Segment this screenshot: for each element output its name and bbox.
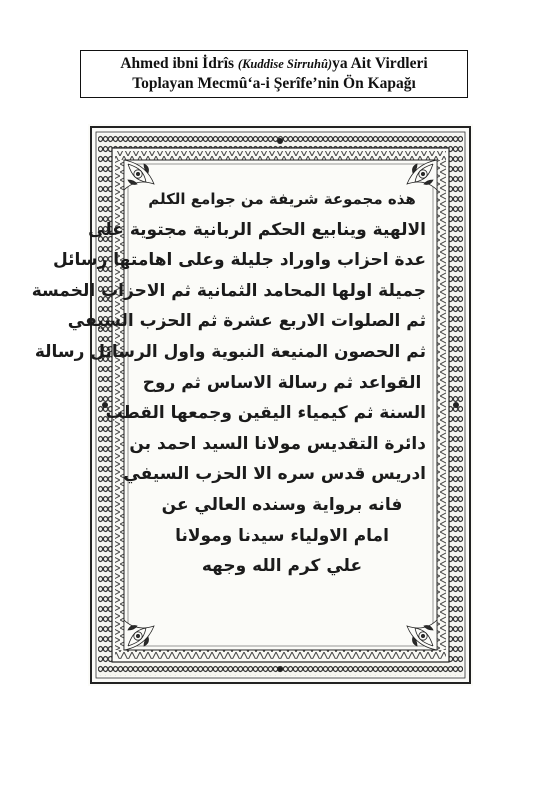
caption-line-1 [120, 54, 427, 74]
manuscript-line: علي كرم الله وجهه [201, 556, 363, 577]
caption-line-1-end: ya Ait Virdleri [332, 55, 428, 72]
manuscript-line: الالهية وينابيع الحكم الربانية مجتوية على [88, 219, 426, 240]
caption-line-2: Toplayan Mecmû‘a-i Şerîfe’nin Ön Kapağı [132, 75, 416, 92]
manuscript-line: ادريس قدس سره الا الحزب السيفي [123, 464, 426, 485]
caption-box [80, 50, 468, 98]
manuscript-line: دائرة التقديس مولانا السيد احمد بن [129, 433, 426, 454]
manuscript-line: القواعد ثم رسالة الاساس ثم روح [142, 372, 422, 393]
manuscript-line: هذه مجموعة شريفة من جوامع الكلم [148, 190, 416, 208]
manuscript-line: السنة ثم كيمياء اليقين وجمعها القطب [105, 403, 426, 424]
manuscript-cover [31, 124, 473, 686]
manuscript-line: فانه برواية وسنده العالي عن [161, 494, 403, 515]
caption-line-1-start: Ahmed ibni İdrîs [120, 55, 238, 72]
corner-ornament-bottom-left [124, 620, 154, 650]
corner-ornament-bottom-right [407, 620, 437, 650]
manuscript-line: امام الاولياء سيدنا ومولانا [175, 525, 389, 546]
manuscript-text [31, 184, 426, 612]
manuscript-line: عدة احزاب واوراد جليلة وعلى اهامتها رسائل [52, 250, 426, 271]
manuscript-line: ثم الصلوات الاربع عشرة ثم الحزب السيفي [67, 311, 426, 332]
manuscript-line: ثم الحصون المنيعة النبوية واول الرسائل رسالة [34, 341, 426, 362]
caption-line-1-italic: (Kuddise Sirruhû) [237, 57, 333, 71]
manuscript-line: جميلة اولها المحامد الثمانية ثم الاحزاب الخمسة [31, 280, 426, 301]
